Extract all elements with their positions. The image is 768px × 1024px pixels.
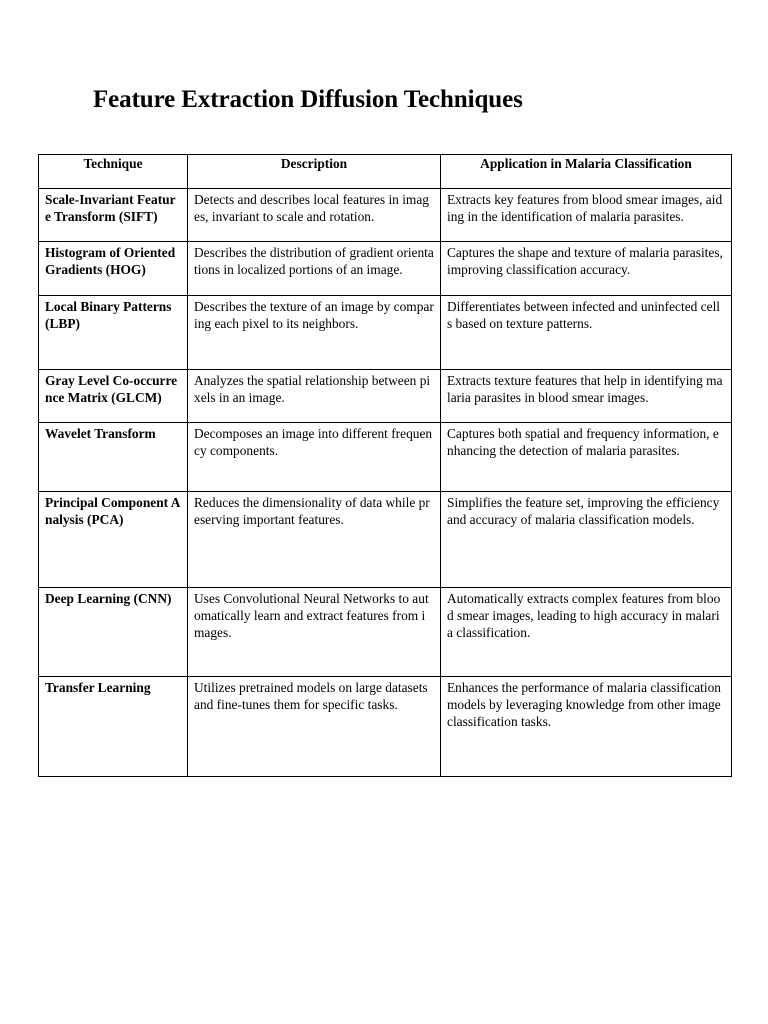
description-cell: Analyzes the spatial relationship between pixels in an image.: [188, 370, 441, 423]
description-cell: Decomposes an image into different frequency components.: [188, 423, 441, 492]
application-cell: Extracts key features from blood smear images, aiding in the identification of malaria parasites.: [441, 189, 732, 242]
technique-cell: Gray Level Co-occurrence Matrix (GLCM): [39, 370, 188, 423]
table-row: [39, 423, 732, 492]
header-description: Description: [188, 155, 441, 189]
application-cell: Enhances the performance of malaria classification models by leveraging knowledge from other image classification tasks.: [441, 677, 732, 777]
technique-cell: Transfer Learning: [39, 677, 188, 777]
description-cell: Utilizes pretrained models on large datasets and fine-tunes them for specific tasks.: [188, 677, 441, 777]
application-cell: Captures the shape and texture of malaria parasites, improving classification accuracy.: [441, 242, 732, 296]
table-row: [39, 296, 732, 370]
technique-cell: Histogram of Oriented Gradients (HOG): [39, 242, 188, 296]
table-header-row: [39, 155, 732, 189]
technique-cell: Local Binary Patterns (LBP): [39, 296, 188, 370]
technique-cell: Wavelet Transform: [39, 423, 188, 492]
description-cell: Describes the distribution of gradient orientations in localized portions of an image.: [188, 242, 441, 296]
application-cell: Captures both spatial and frequency information, enhancing the detection of malaria parasites.: [441, 423, 732, 492]
table-row: [39, 370, 732, 423]
techniques-table: [38, 154, 732, 777]
page-title: Feature Extraction Diffusion Techniques: [93, 86, 523, 113]
description-cell: Uses Convolutional Neural Networks to automatically learn and extract features from images.: [188, 588, 441, 677]
description-cell: Describes the texture of an image by comparing each pixel to its neighbors.: [188, 296, 441, 370]
header-technique: Technique: [39, 155, 188, 189]
table-row: [39, 242, 732, 296]
table-row: [39, 492, 732, 588]
table-row: [39, 677, 732, 777]
header-application: Application in Malaria Classification: [441, 155, 732, 189]
application-cell: Differentiates between infected and uninfected cells based on texture patterns.: [441, 296, 732, 370]
technique-cell: Principal Component Analysis (PCA): [39, 492, 188, 588]
table-row: [39, 588, 732, 677]
technique-cell: Scale-Invariant Feature Transform (SIFT): [39, 189, 188, 242]
description-cell: Reduces the dimensionality of data while preserving important features.: [188, 492, 441, 588]
table-row: [39, 189, 732, 242]
description-cell: Detects and describes local features in images, invariant to scale and rotation.: [188, 189, 441, 242]
technique-cell: Deep Learning (CNN): [39, 588, 188, 677]
application-cell: Simplifies the feature set, improving the efficiency and accuracy of malaria classification models.: [441, 492, 732, 588]
application-cell: Automatically extracts complex features from blood smear images, leading to high accuracy in malaria classification.: [441, 588, 732, 677]
application-cell: Extracts texture features that help in identifying malaria parasites in blood smear images.: [441, 370, 732, 423]
